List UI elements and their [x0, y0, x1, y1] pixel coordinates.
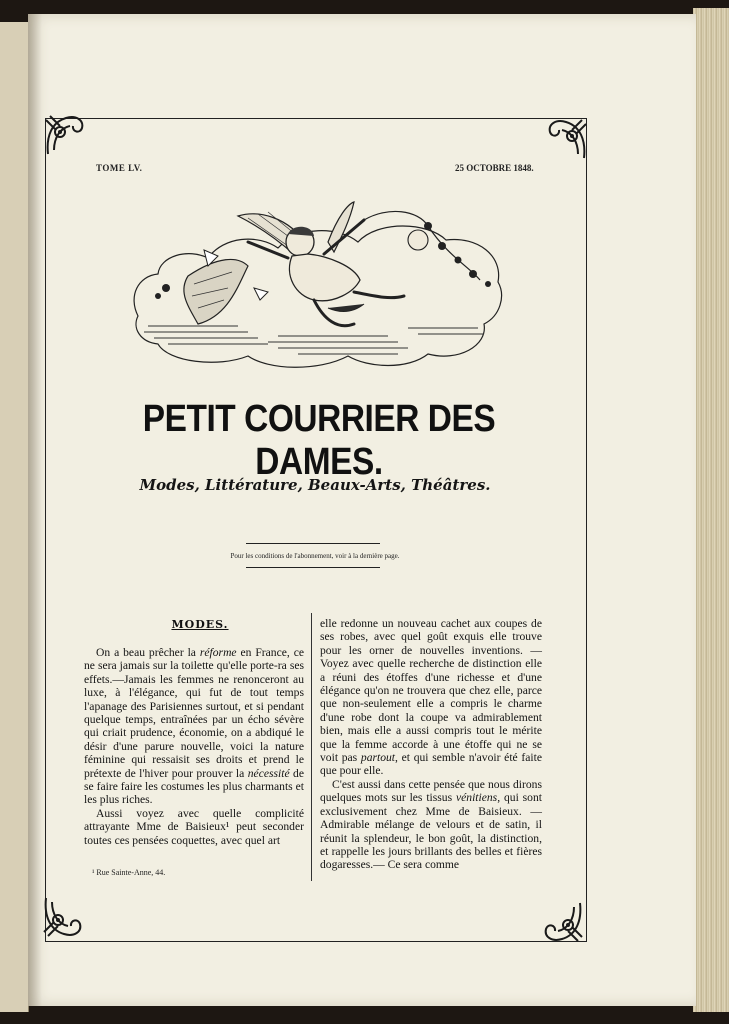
footnote: ¹ Rue Sainte-Anne, 44. [92, 868, 166, 877]
divider-rule [246, 567, 380, 568]
subscription-notice: Pour les conditions de l'abonnement, voir à la dernière page. [230, 552, 400, 560]
section-heading-modes: MODES. [171, 618, 229, 631]
volume-label: TOME LV. [96, 163, 143, 173]
paragraph: C'est aussi dans cette pensée que nous dirons quelques mots sur les tissus vénitiens, qui sont exclusivement chez Mme de Baisieux. —Admirable mélange de velours et de satin, il réunit la splendeur, le bon goût, la distinction, et rappelle les jours brillants des belles et fières dogaresses.— Ce sera comme [320, 777, 542, 872]
corner-ornament-icon [40, 110, 90, 160]
corner-ornament-icon [38, 892, 88, 942]
issue-date: 25 OCTOBRE 1848. [455, 163, 534, 173]
paragraph: On a beau prêcher la réforme en France, ce ne sera jamais sur la toilette qu'elle porte-ra ses effets.—Jamais les femmes ne renonceront au luxe, à l'élégance, qui fut de tout temps l'apanage des Parisiennes surtout, et si pendant quelque temps, entraînées par un écho sévère qui criait prudence, économie, on a abdiqué le désir d'une parure nouvelle, voici la nature féminine qui ressaisit ses droits et prend le prétexte de l'hiver pour prouver la nécessité de se faire faire les costumes les plus charmants et les plus riches. [84, 646, 304, 807]
journal-masthead-title: PETIT COURRIER DES DAMES. [142, 398, 496, 483]
gutter-shadow [28, 14, 42, 1006]
corner-ornament-icon [538, 897, 588, 947]
column-separator [311, 613, 312, 881]
left-column-text [84, 646, 304, 847]
corner-ornament-icon [542, 114, 592, 164]
facing-page-edge [0, 22, 29, 1012]
divider-rule [246, 543, 380, 544]
page-block-edges [693, 8, 729, 1012]
paragraph: elle redonne un nouveau cachet aux coupes de ses robes, avec quel goût exquis elle trouve pour les orner de nouvelles inventions. — Voyez avec quelle recherche de distinction elle a réuni des étoffes d'une richesse et d'une élégance qu'on ne trouvera que chez elle, parce que non-seulement elle a compris le charme d'une robe dont la coupe va admirablement bien, mais elle a aussi compris tout le mérite que la femme accorde à une étoffe qui ne se voit pas partout, et qui semble n'avoir été faite que pour elle. [320, 617, 542, 778]
journal-subtitle: Modes, Littérature, Beaux-Arts, Théâtres. [139, 476, 491, 494]
cherub-vignette-illustration [128, 196, 508, 372]
paragraph: Aussi voyez avec quelle complicité attrayante Mme de Baisieux¹ peut seconder toutes ces pensées coquettes, avec quel art [84, 806, 304, 847]
right-column-text [320, 617, 542, 872]
